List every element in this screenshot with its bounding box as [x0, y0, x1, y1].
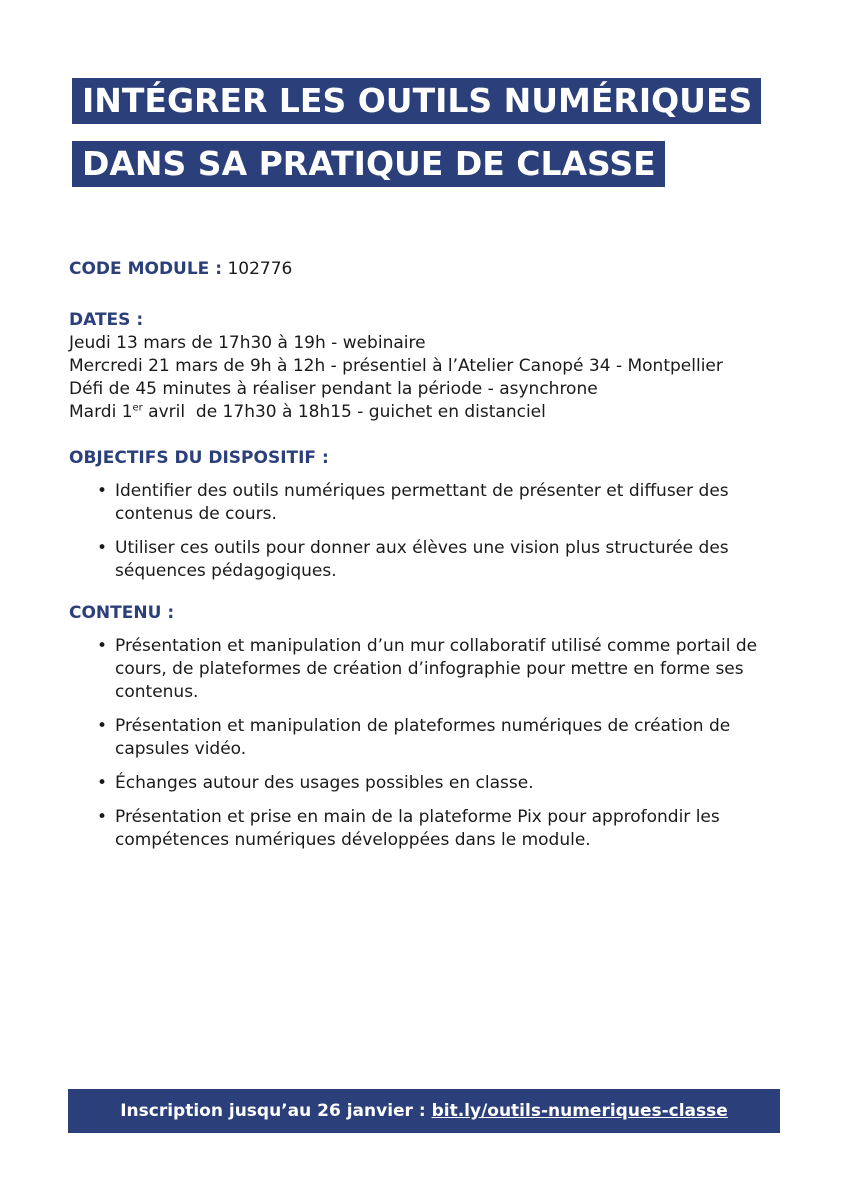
registration-link[interactable]: bit.ly/outils-numeriques-classe [431, 1101, 728, 1121]
main-content [69, 258, 809, 863]
objectif-text-1: Identifier des outils numériques permettant de présenter et diffuser des contenus de cours. [115, 481, 729, 524]
contenu-text-3: Échanges autour des usages possibles en classe. [115, 773, 534, 793]
dates-section [69, 309, 809, 424]
contenu-list [69, 635, 809, 852]
bullet-icon: • [97, 716, 108, 736]
bullet-icon: • [97, 636, 108, 656]
bullet-icon: • [97, 807, 108, 827]
title-line-1: INTÉGRER LES OUTILS NUMÉRIQUES [72, 78, 761, 124]
code-module [69, 258, 809, 281]
bullet-icon: • [97, 538, 108, 558]
code-module-value: 102776 [227, 259, 293, 279]
contenu-label: CONTENU : [69, 603, 175, 623]
objectif-text-2: Utiliser ces outils pour donner aux élèves une vision plus structurée des séquences pédagogiques. [115, 538, 729, 581]
title-line-2: DANS SA PRATIQUE DE CLASSE [72, 141, 665, 187]
contenu-section [69, 602, 809, 852]
registration-banner [68, 1089, 780, 1133]
list-item [69, 537, 809, 583]
code-module-label: CODE MODULE : [69, 259, 223, 279]
list-item [69, 772, 809, 795]
date-line-4-sup: er [132, 402, 143, 414]
contenu-text-4: Présentation et prise en main de la plateforme Pix pour approfondir les compétences numériques développées dans le module. [115, 807, 720, 850]
objectifs-section [69, 447, 809, 583]
objectifs-label: OBJECTIFS DU DISPOSITIF : [69, 448, 329, 468]
date-line-4-prefix: Mardi 1 [69, 402, 133, 422]
list-item [69, 715, 809, 761]
registration-text: Inscription jusqu’au 26 janvier : [120, 1101, 432, 1121]
list-item [69, 635, 809, 704]
bullet-icon: • [97, 773, 108, 793]
date-line-3: Défi de 45 minutes à réaliser pendant la période - asynchrone [69, 379, 598, 399]
contenu-text-1: Présentation et manipulation d’un mur collaboratif utilisé comme portail de cours, de plateformes de création d’infographie pour mettre en forme ses contenus. [115, 636, 758, 702]
bullet-icon: • [97, 481, 108, 501]
date-line-4 [69, 401, 809, 424]
list-item [69, 806, 809, 852]
date-line-4-suffix: avril de 17h30 à 18h15 - guichet en distanciel [142, 402, 546, 422]
list-item [69, 480, 809, 526]
objectifs-list [69, 480, 809, 583]
dates-label: DATES : [69, 310, 144, 330]
date-line-2: Mercredi 21 mars de 9h à 12h - présentiel à l’Atelier Canopé 34 - Montpellier [69, 356, 723, 376]
date-line-1: Jeudi 13 mars de 17h30 à 19h - webinaire [69, 333, 426, 353]
contenu-text-2: Présentation et manipulation de plateformes numériques de création de capsules vidéo. [115, 716, 731, 759]
